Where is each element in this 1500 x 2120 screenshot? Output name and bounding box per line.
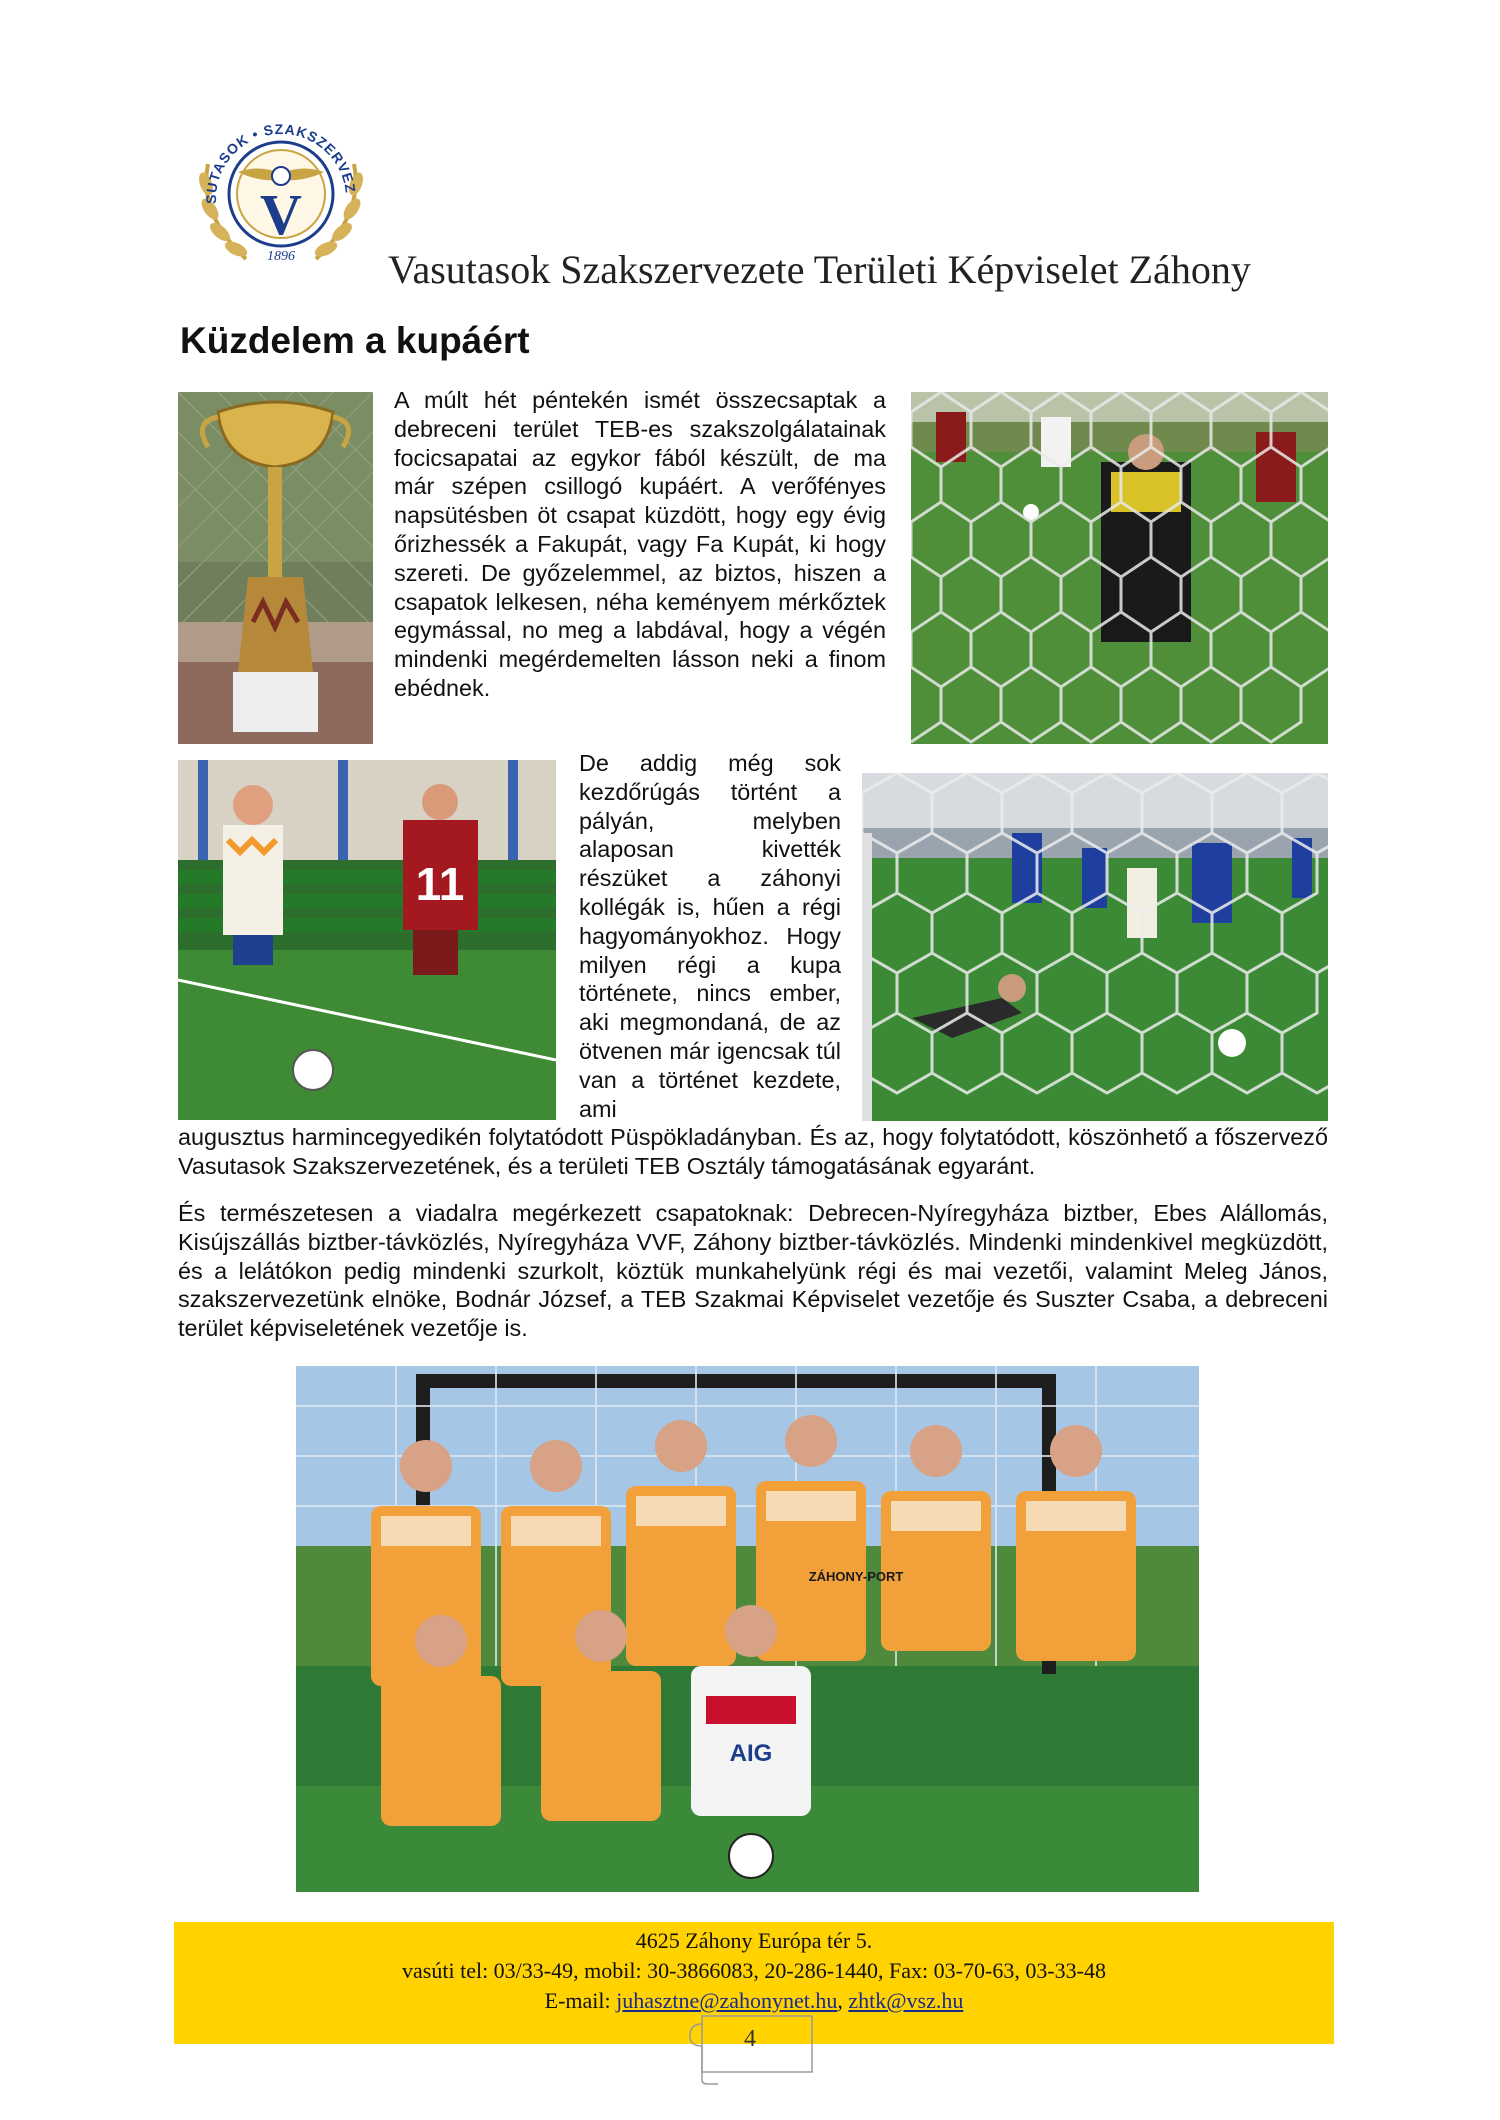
article-paragraph-3: És természetesen a viadalra megérkezett csapatoknak: Debrecen-Nyíregyháza biztber, Ebes Alállomás, Kisújszállás biztber-távközlés, Nyíregyháza VVF, Záhony biztber-távközlés. Mindenki mindenkivel megküzdött, és a lelátókon pedig mindenki szurkolt, köztük munkahelyünk régi és mai vezetői, valamint Meleg János, szakszervezetünk elnöke, Bodnár József, a TEB Szakmai Képviselet vezetője és Suszter Csaba, a debreceni terület képviseletének vezetője is. [178, 1200, 1328, 1342]
article-paragraph-2-continued: augusztus harmincegyedikén folytatódott Püspökladányban. És az, hogy folytatódott, köszönhető a főszervező Vasutasok Szakszervezetének, és a területi TEB Osztály támogatásának egyaránt. [178, 1124, 1328, 1179]
footer-email-label: E-mail: [544, 1988, 611, 2013]
photo-goalkeeper [911, 392, 1328, 744]
footer-email-separator: , [837, 1988, 843, 2013]
shirt-number: 11 [415, 858, 465, 910]
logo-year: 1896 [267, 249, 295, 264]
org-title: Vasutasok Szakszervezete Területi Képviselet Záhony [388, 247, 1251, 292]
article-paragraph-1: A múlt hét péntekén ismét összecsaptak a debreceni terület TEB-es szakszolgálatainak focicsapatai az egykor fából készült, de ma már szépen csillogó kupáért. A verőfényes napsütésben öt csapat küzdött, hogy egy évig őrizhessék a Fakupát, vagy Fa Kupát, ki hogy szereti. De győzelemmel, az biztos, hiszen a csapatok lelkesen, néha keményem mérkőztek egymással, no meg a labdával, hogy a végén mindenki megérdemelten lásson neki a finom ebédnek. [394, 387, 886, 701]
article-headline: Küzdelem a kupáért [180, 320, 530, 361]
photo-diving-goalie [862, 773, 1328, 1121]
article-paragraph-2: De addig még sok kezdőrúgás történt a pályán, melyben alaposan kivették részüket a záhonyi kollégák is, hűen a régi hagyományokhoz. Hogy milyen régi a kupa története, nincs ember, aki megmondaná, de az ötvenen már igencsak túl van a történet kezdete, ami [579, 750, 841, 1122]
photo-team [296, 1366, 1199, 1892]
page-number: 4 [744, 2026, 756, 2052]
logo-letter: V [260, 182, 302, 247]
jersey-print-text: ZÁHONY-PORT [808, 1569, 904, 1584]
union-logo [186, 94, 376, 274]
footer-address: 4625 Záhony Európa tér 5. [635, 1928, 873, 1953]
photo-player-11 [178, 760, 556, 1120]
logo-arc-text: SUTASOK • SZAKSZERVEZ [202, 120, 359, 204]
footer-phones: vasúti tel: 03/33-49, mobil: 30-3866083, 20-286-1440, Fax: 03-70-63, 03-33-48 [402, 1958, 1106, 1983]
footer-email-link-2[interactable]: zhtk@vsz.hu [848, 1988, 964, 2013]
photo-trophy [178, 392, 373, 744]
footer-email-link-1[interactable]: juhasztne@zahonynet.hu [616, 1988, 838, 2013]
team-sponsor-text: AIG [729, 1740, 773, 1767]
